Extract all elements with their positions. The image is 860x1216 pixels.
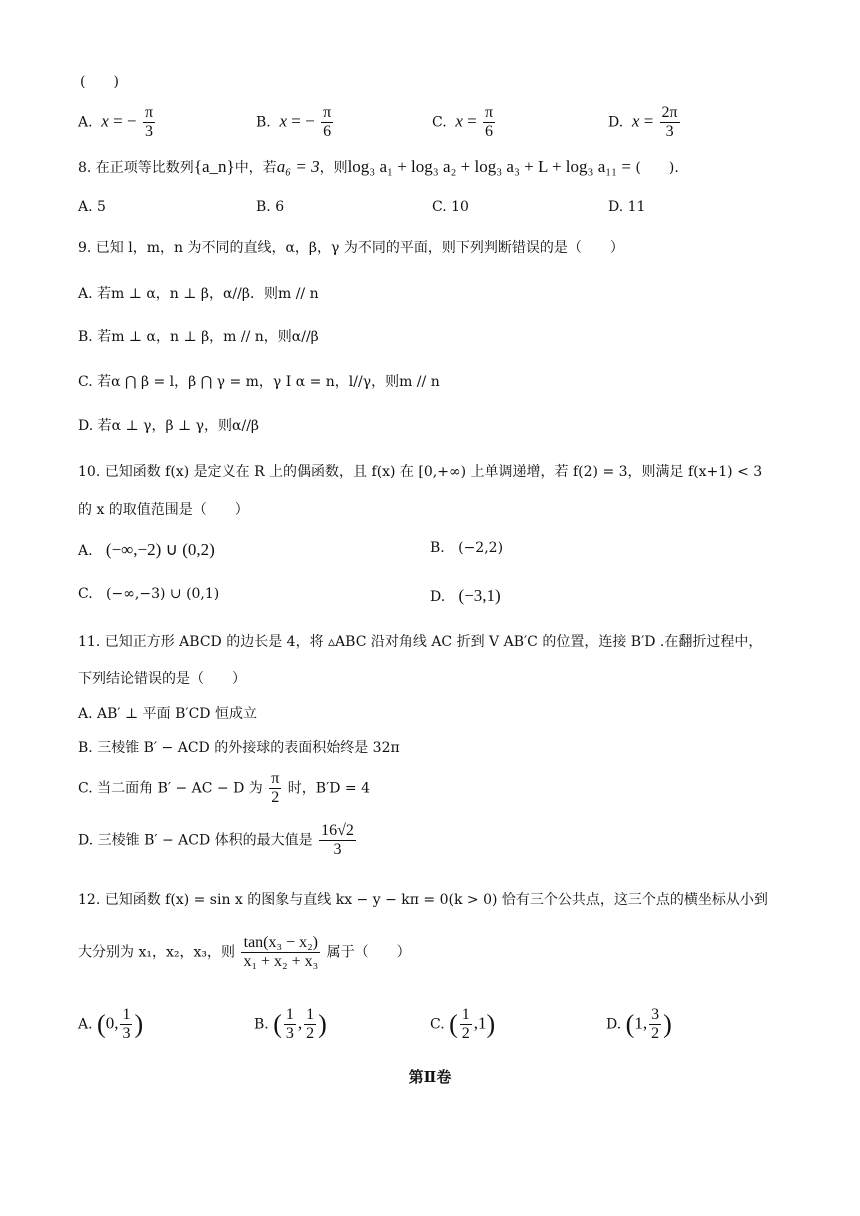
q8-option-c: C. 10 bbox=[432, 199, 469, 215]
q8-option-a: A. 5 bbox=[78, 199, 106, 215]
q9-stem: 9. 已知 l，m，n 为不同的直线，α，β，γ 为不同的平面，则下列判断错误的是（ ） bbox=[78, 240, 624, 256]
q7-option-a: A. x = − $\frac{\pi}{3}$ bbox=[78, 104, 154, 140]
fraction: $\frac{\pi}{6}$ bbox=[485, 104, 494, 140]
q9-option-c: C. 若α ⋂ β = l，β ⋂ γ = m，γ I α = n，l//γ，则m // n bbox=[78, 374, 440, 390]
q10-option-a: A. (−∞,−2) ∪ (0,2) bbox=[78, 540, 215, 559]
fraction: $\frac{\pi}{2}$ bbox=[271, 770, 280, 806]
q11-option-a: A. AB′ ⊥ 平面 B′CD 恒成立 bbox=[78, 706, 257, 722]
q8-option-d: D. 11 bbox=[608, 199, 646, 215]
q9-option-d: D. 若α ⊥ γ，β ⊥ γ，则α//β bbox=[78, 418, 260, 434]
q7-option-b: B. x = − $\frac{\pi}{6}$ bbox=[256, 104, 332, 140]
fraction: $\frac{\pi}{6}$ bbox=[323, 104, 332, 140]
q8-stem: 8. 在正项等比数列{a_n}中，若a₆ = 3，则log₃ a₁ + log₃ a₂ + log₃ a₃ + L + log₃ a₁₁ = ( ). bbox=[78, 157, 679, 176]
q12-stem-line1: 12. 已知函数 f(x) = sin x 的图象与直线 kx − y − kπ = 0(k > 0) 恰有三个公共点，这三个点的横坐标从小到 bbox=[78, 892, 768, 908]
fraction: $\frac{\text{tan(x₃ − x₂)}}{\text{x₁ + x₂ + x₃}}$ bbox=[243, 934, 319, 970]
fraction: $\frac{16√2}{3}$ bbox=[321, 822, 354, 858]
q12-option-c: C. ( $\frac{1}{2}$ ,1) bbox=[430, 1006, 496, 1042]
q7-answer-paren: ( ) bbox=[80, 74, 119, 90]
q12-option-d: D. (1, $\frac{3}{2}$ ) bbox=[606, 1006, 672, 1042]
q12-option-b: B. ( $\frac{1}{3}$ , $\frac{1}{2}$ ) bbox=[254, 1006, 327, 1042]
q11-stem-line1: 11. 已知正方形 ABCD 的边长是 4，将 ▵ABC 沿对角线 AC 折到 V AB′C 的位置，连接 B′D .在翻折过程中， bbox=[78, 634, 763, 650]
q11-option-c: C. 当二面角 B′ − AC − D 为 $\frac{\pi}{2}$ 时，B′D = 4 bbox=[78, 770, 371, 806]
q8-option-b: B. 6 bbox=[256, 199, 285, 215]
q10-stem-line2: 的 x 的取值范围是（ ） bbox=[78, 502, 249, 518]
q11-stem-line2: 下列结论错误的是（ ） bbox=[78, 671, 246, 687]
q9-option-b: B. 若m ⊥ α，n ⊥ β，m // n，则α//β bbox=[78, 329, 319, 345]
q10-option-d: D. (−3,1) bbox=[430, 586, 501, 605]
q11-option-d: D. 三棱锥 B′ − ACD 体积的最大值是 $\frac{16√2}{3}$ bbox=[78, 822, 354, 858]
section-title: 第Ⅱ卷 bbox=[408, 1068, 452, 1086]
q11-option-b: B. 三棱锥 B′ − ACD 的外接球的表面积始终是 32π bbox=[78, 740, 400, 756]
q7-option-d: D. x = $\frac{2\pi}{3}$ bbox=[608, 104, 678, 140]
fraction: $\frac{2\pi}{3}$ bbox=[661, 104, 678, 140]
q12-stem-line2: 大分别为 x₁，x₂，x₃，则 $\frac{\text{tan(x₃ − x₂)}}{\text{x₁ + x₂ + x₃}}$ 属于（ ） bbox=[78, 934, 411, 970]
q10-option-c: C. (−∞,−3) ∪ (0,1) bbox=[78, 586, 220, 602]
q12-option-a: A. (0, $\frac{1}{3}$ ) bbox=[78, 1006, 144, 1042]
q9-option-a: A. 若m ⊥ α，n ⊥ β，α//β．则m // n bbox=[78, 286, 319, 302]
fraction: $\frac{\pi}{3}$ bbox=[144, 104, 154, 140]
q7-option-c: C. x = $\frac{\pi}{6}$ bbox=[432, 104, 494, 140]
q10-option-b: B. (−2,2) bbox=[430, 540, 504, 556]
q10-stem-line1: 10. 已知函数 f(x) 是定义在 R 上的偶函数，且 f(x) 在 [0,+∞) 上单调递增，若 f(2) = 3，则满足 f(x+1) < 3 bbox=[78, 464, 763, 480]
